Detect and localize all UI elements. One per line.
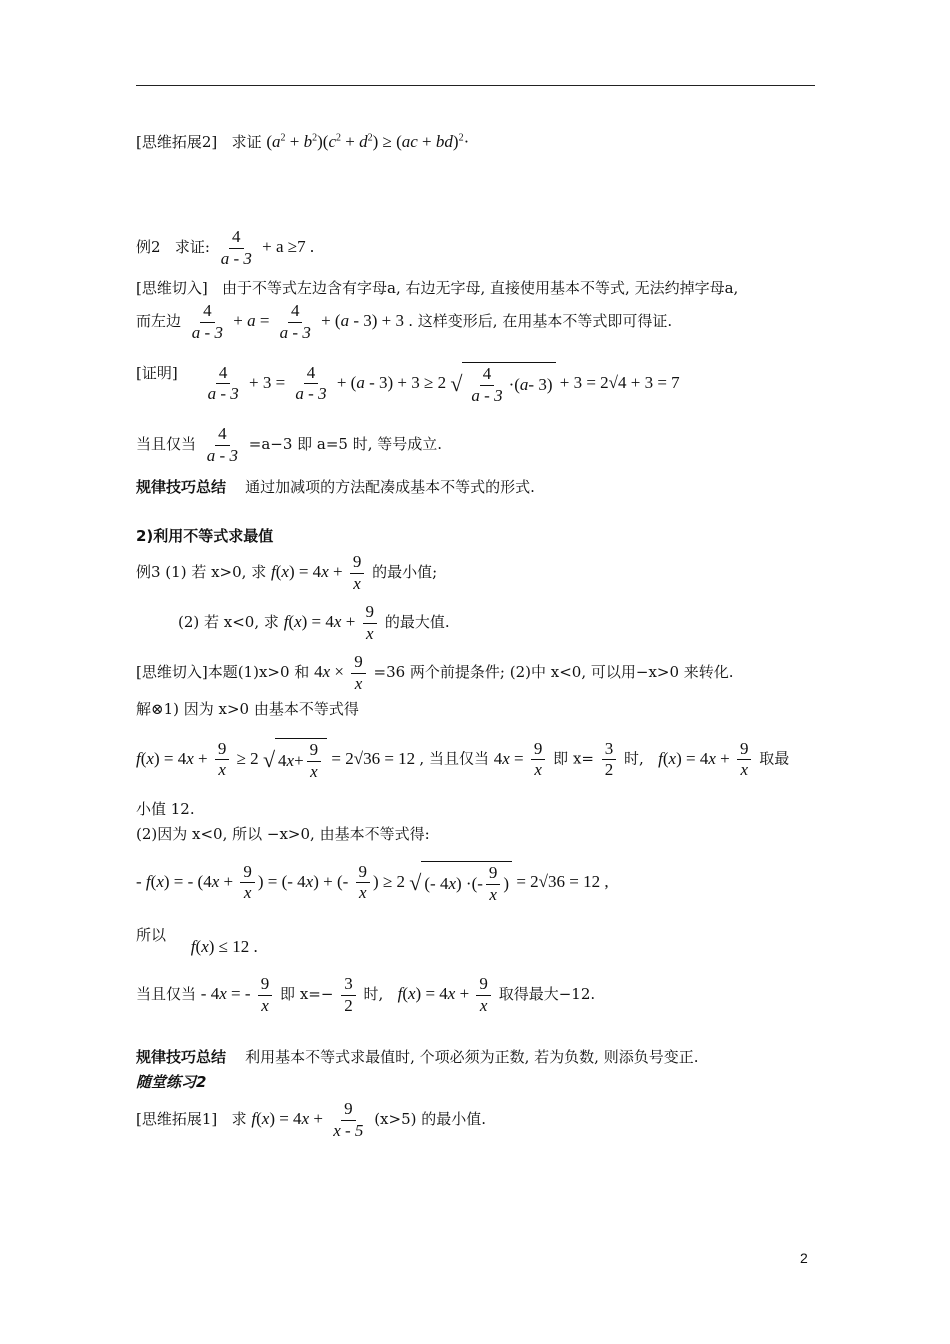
extension-1-label: [思维拓展1] — [136, 1110, 218, 1129]
solution-1-mid: , 当且仅当 — [419, 749, 489, 768]
insight-1-line — [136, 279, 738, 297]
insight-2-line: [思维切入]本题(1)x>0 和 4x × $\frac{9}{x}$ =36 两个前提条件; (2)中 x<0, 可以用−x>0 来转化. — [136, 652, 734, 693]
solution-1-shi: 时, — [624, 749, 644, 768]
equality-line: 当且仅当 $\frac{4}{a - 3}$ =a−3 即 a=5 时, 等号成立. — [136, 424, 443, 465]
example-3b-tail: 的最大值. — [384, 613, 450, 632]
solution-2-equality-line: 当且仅当 - 4x = - $\frac{9}{x}$ 即 x=− $\frac{3}{2}$ 时, f(x) = 4x + $\frac{9}{x}$ 取得最大−12. — [136, 974, 596, 1015]
proof-line: [证明] $\frac{4}{a - 3}$ + 3 = $\frac{4}{a - 3}$ + (a - 3) + 3 ≥ 2 √ $\frac{4}{a - 3}$ ·( a - 3) + 3 = 2√4 + 3 = 7 — [136, 362, 680, 405]
example-2-line — [136, 228, 314, 268]
solution-2-so-lead: 所以 — [136, 926, 167, 944]
solution-2-eq-lead: 当且仅当 — [136, 985, 197, 1004]
solution-1-tail: 取最 — [759, 749, 790, 768]
summary-2-text: 利用基本不等式求最值时, 个项必须为正数, 若为负数, 则添负号变正. — [245, 1048, 699, 1066]
summary-2-line — [136, 1048, 698, 1066]
insight-2-lead: [思维切入]本题(1)x>0 和 — [136, 663, 310, 682]
example-2-tail: + a ≥7 . — [262, 237, 315, 257]
extension-2-formula: $(a^2 + b^2)(c^2 + d^2) \ge (ac + bd)^2\cdot$ — [266, 132, 470, 151]
example-3b-lead: (2) 若 x<0, 求 — [178, 613, 279, 632]
solution-2-tail: 取得最大−12. — [498, 985, 596, 1004]
section-2-title: 2)利用不等式求最值 — [136, 527, 274, 545]
solution-2-line: (2)因为 x<0, 所以 −x>0, 由基本不等式得: — [136, 825, 430, 843]
summary-1-text: 通过加减项的方法配凑成基本不等式的形式. — [245, 478, 535, 496]
extension-2-line — [136, 132, 469, 152]
page-number: 2 — [800, 1250, 808, 1266]
solution-1-line: 解⊗1) 因为 x>0 由基本不等式得 — [136, 700, 359, 718]
example-3a-tail: 的最小值; — [372, 563, 438, 582]
example-3a-lead: 例3 (1) 若 x>0, 求 — [136, 563, 267, 582]
fraction: $\frac{4}{a - 3}$ — [220, 227, 252, 268]
extension-1-line: [思维拓展1] 求 f(x) = 4x + $\frac{9}{x - 5}$ (x>5) 的最小值. — [136, 1099, 487, 1140]
solution-2-ji: 即 x=− — [280, 985, 334, 1004]
insight-1-text: 由于不等式左边含有字母a, 右边无字母, 直接使用基本不等式, 无法约掉字母a, — [222, 279, 739, 297]
equality-tail: =a−3 即 a=5 时, 等号成立. — [248, 435, 443, 454]
solution-1-ji: 即 x= — [553, 749, 594, 768]
solution-2-shi: 时, — [363, 985, 384, 1004]
summary-1-line — [136, 478, 535, 496]
equality-lead: 当且仅当 — [136, 435, 197, 454]
extension-2-label: [思维拓展2] — [136, 133, 218, 151]
solution-1-eq-line: f(x) = 4x + $\frac{9}{x}$ ≥ 2 √ 4 x + $\frac{9}{x}$ = 2√36 = 12 , 当且仅当 4x = $\frac{9}{x}$ 即 x= $\frac{3}{2}$ 时, f(x) = 4x + $\frac{9}{x}$ 取最 — [136, 738, 790, 781]
insight-1-label: [思维切入] — [136, 279, 208, 297]
header-rule — [136, 85, 815, 86]
example-3b-line: (2) 若 x<0, 求 f(x) = 4x + $\frac{9}{x}$ 的最大值. — [178, 602, 450, 643]
example-2-verb: 求证: — [174, 238, 210, 257]
insight-2-tail: =36 两个前提条件; (2)中 x<0, 可以用−x>0 来转化. — [373, 663, 734, 682]
solution-1-end: 小值 12. — [136, 800, 195, 818]
extension-1-tail: (x>5) 的最小值. — [374, 1110, 487, 1129]
summary-2-label: 规律技巧总结 — [136, 1048, 227, 1066]
insight-1-cont-line: 而左边 $\frac{4}{a - 3}$ + a = $\frac{4}{a - 3}$ + (a - 3) + 3 . 这样变形后, 在用基本不等式即可得证. — [136, 301, 673, 342]
example-2-label: 例2 — [136, 238, 161, 257]
insight-1-lead: 而左边 — [136, 312, 182, 331]
extension-1-verb: 求 — [231, 1110, 247, 1129]
solution-2-so-line: 所以 f(x) ≤ 12 . — [136, 926, 258, 956]
insight-1-tail: . 这样变形后, 在用基本不等式即可得证. — [408, 312, 673, 331]
summary-1-label: 规律技巧总结 — [136, 478, 227, 496]
extension-2-verb: 求证 — [231, 133, 262, 151]
solution-2-eq-line: - f(x) = - (4x + $\frac{9}{x}$ ) = (- 4x) + (- $\frac{9}{x}$ ) ≥ 2 √ (- 4 x ) ·(- $\frac{9}{x}$ ) = 2√36 = 12 , — [136, 861, 609, 904]
example-3a-line: 例3 (1) 若 x>0, 求 f(x) = 4x + $\frac{9}{x}$ 的最小值; — [136, 552, 438, 593]
proof-result: = 2√4 + 3 = 7 — [586, 372, 680, 392]
proof-label: [证明] — [136, 363, 178, 382]
practice-title: 随堂练习2 — [136, 1073, 207, 1091]
